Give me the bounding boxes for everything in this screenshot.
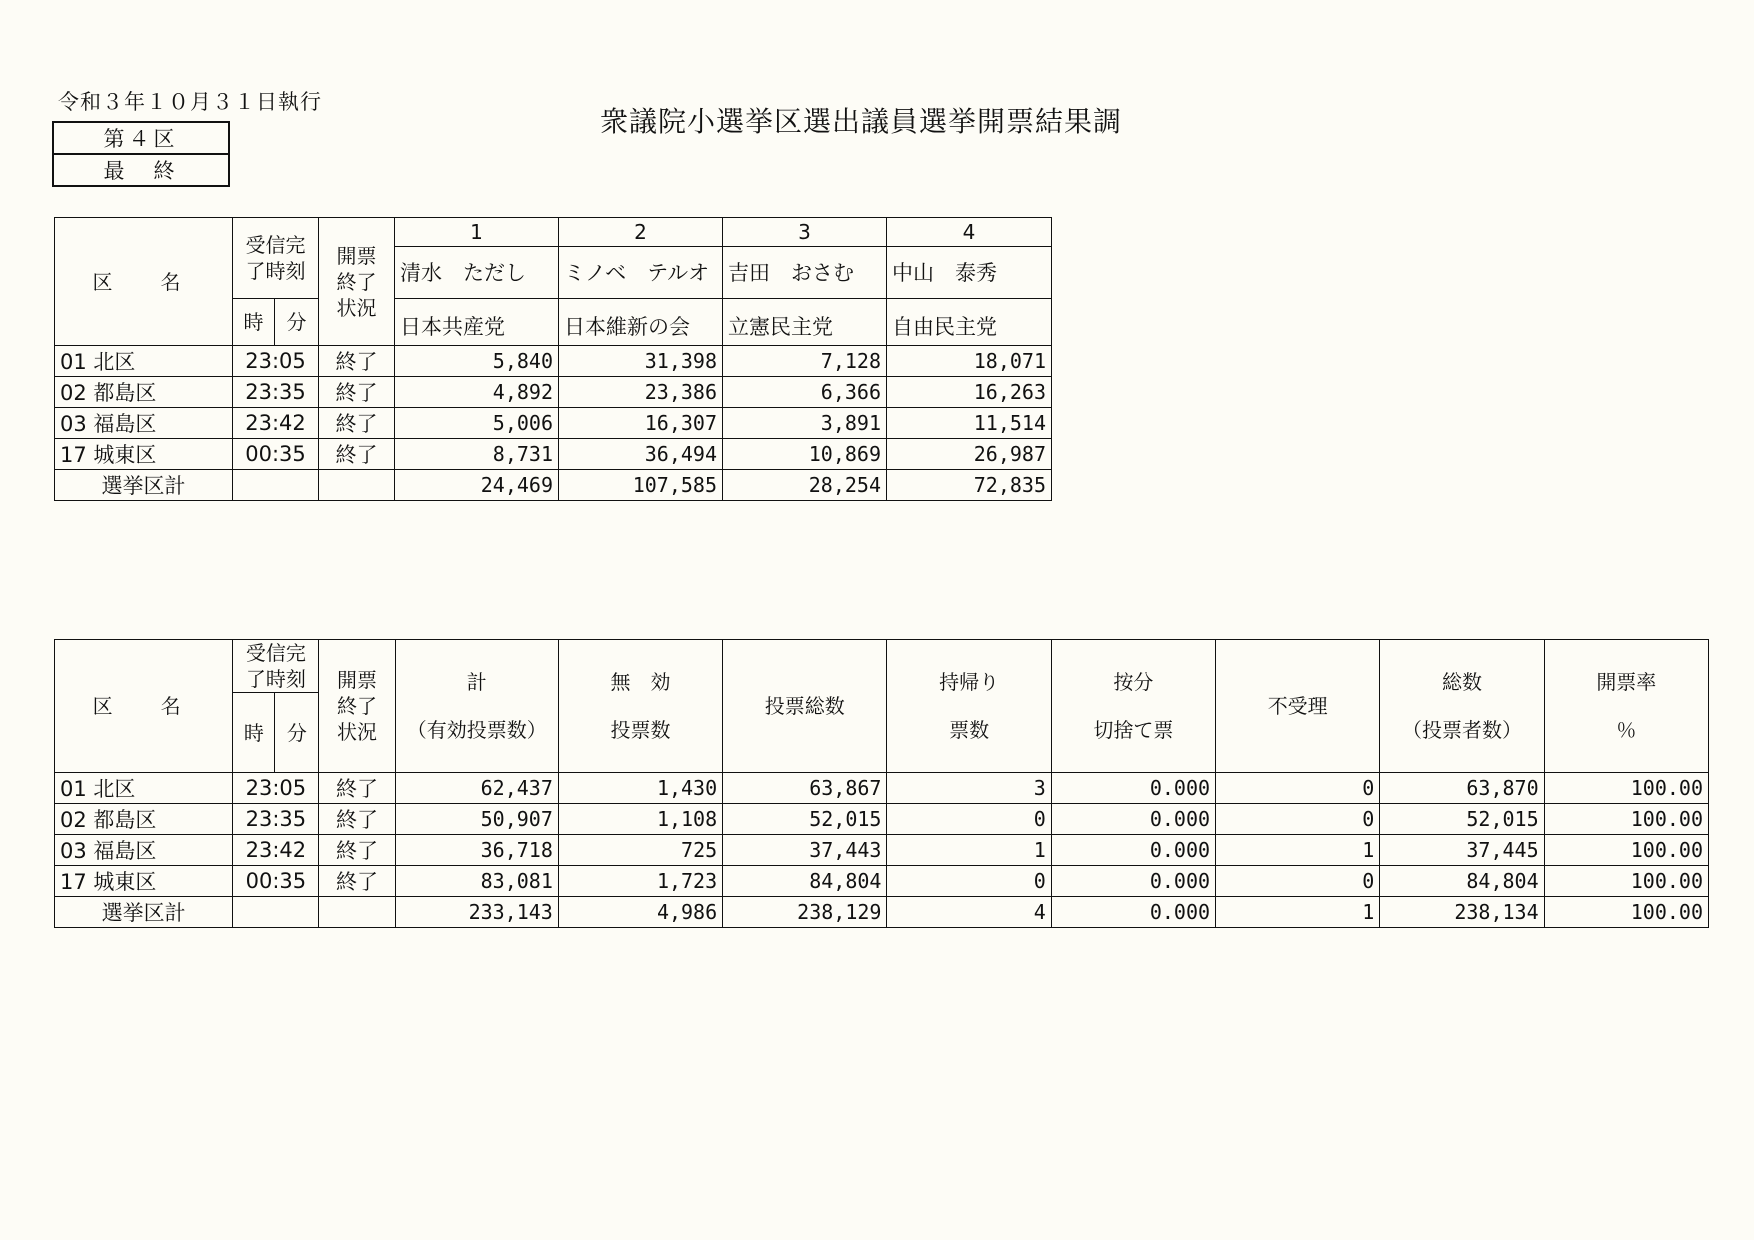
candidate-votes: 10,869 (723, 439, 887, 470)
candidate-votes: 4,892 (395, 377, 559, 408)
party-name: 日本維新の会 (559, 299, 723, 346)
empty-cell (233, 470, 319, 501)
candidate-votes: 16,263 (887, 377, 1052, 408)
area-name: 17 城東区 (55, 439, 233, 470)
table-row (55, 773, 1709, 804)
candidate-name: 中山 泰秀 (887, 247, 1052, 299)
prorate-cutoff: 0.000 (1051, 866, 1215, 897)
voter-count: 52,015 (1380, 804, 1544, 835)
total-label: 選挙区計 (55, 897, 233, 928)
invalid-votes: 1,430 (558, 773, 722, 804)
voter-count: 84,804 (1380, 866, 1544, 897)
candidate-votes: 5,006 (395, 408, 559, 439)
valid-votes: 83,081 (395, 866, 558, 897)
prorate-cutoff-total: 0.000 (1051, 897, 1215, 928)
received-time: 23:35 (233, 377, 319, 408)
voter-count-total: 238,134 (1380, 897, 1544, 928)
candidate-votes: 31,398 (559, 346, 723, 377)
rejected-header: 不受理 (1216, 640, 1380, 773)
candidate-votes-total: 72,835 (887, 470, 1052, 501)
takehome-votes-total: 4 (887, 897, 1051, 928)
count-rate: 100.00 (1544, 866, 1708, 897)
area-header: 区 名 (55, 640, 233, 773)
candidate-number: 2 (559, 218, 723, 247)
election-date: 令和３年１０月３１日執行 (58, 90, 322, 114)
hour-header: 時 (233, 299, 275, 346)
candidate-votes: 5,840 (395, 346, 559, 377)
count-rate-header: 開票率 ％ (1544, 640, 1708, 773)
valid-votes: 50,907 (395, 804, 558, 835)
table-row (55, 346, 1052, 377)
vote-totals-table (54, 639, 1709, 928)
candidate-votes: 6,366 (723, 377, 887, 408)
candidate-votes: 3,891 (723, 408, 887, 439)
count-status: 終了 (319, 804, 395, 835)
invalid-votes: 1,108 (558, 804, 722, 835)
count-status: 終了 (319, 835, 395, 866)
total-votes-header: 投票総数 (723, 640, 887, 773)
count-status: 終了 (319, 773, 395, 804)
area-name: 01 北区 (55, 346, 233, 377)
count-rate: 100.00 (1544, 804, 1708, 835)
takehome-votes-header: 持帰り 票数 (887, 640, 1051, 773)
total-votes: 84,804 (723, 866, 887, 897)
district-box (52, 121, 230, 187)
prorate-cutoff: 0.000 (1051, 835, 1215, 866)
area-name: 17 城東区 (55, 866, 233, 897)
takehome-votes: 0 (887, 866, 1051, 897)
rejected-votes: 0 (1216, 804, 1380, 835)
invalid-votes: 725 (558, 835, 722, 866)
prorate-cutoff-header: 按分 切捨て票 (1051, 640, 1215, 773)
empty-cell (233, 897, 319, 928)
received-time: 23:42 (233, 835, 319, 866)
total-votes: 37,443 (723, 835, 887, 866)
valid-votes: 36,718 (395, 835, 558, 866)
rejected-votes-total: 1 (1216, 897, 1380, 928)
candidate-number: 3 (723, 218, 887, 247)
received-time: 23:05 (233, 346, 319, 377)
page-title: 衆議院小選挙区選出議員選挙開票結果調 (600, 105, 1123, 138)
candidate-votes-total: 28,254 (723, 470, 887, 501)
received-time: 00:35 (233, 439, 319, 470)
valid-votes-header: 計 （有効投票数） (395, 640, 558, 773)
table-row (55, 804, 1709, 835)
takehome-votes: 3 (887, 773, 1051, 804)
candidate-votes: 26,987 (887, 439, 1052, 470)
candidate-name: 吉田 おさむ (723, 247, 887, 299)
party-name: 日本共産党 (395, 299, 559, 346)
candidate-votes-total: 24,469 (395, 470, 559, 501)
total-votes: 63,867 (723, 773, 887, 804)
area-header: 区 名 (55, 218, 233, 346)
table-row (55, 408, 1052, 439)
candidate-votes-total: 107,585 (559, 470, 723, 501)
candidate-votes: 11,514 (887, 408, 1052, 439)
received-time: 23:42 (233, 408, 319, 439)
candidate-number: 1 (395, 218, 559, 247)
takehome-votes: 0 (887, 804, 1051, 835)
prorate-cutoff: 0.000 (1051, 804, 1215, 835)
candidate-votes: 18,071 (887, 346, 1052, 377)
candidate-votes: 36,494 (559, 439, 723, 470)
status-header: 開票終了状況 (319, 218, 395, 346)
count-status: 終了 (319, 439, 395, 470)
hour-header: 時 (233, 693, 275, 773)
total-votes: 52,015 (723, 804, 887, 835)
status-header: 開票終了状況 (319, 640, 395, 773)
count-status: 終了 (319, 408, 395, 439)
rejected-votes: 1 (1216, 835, 1380, 866)
area-name: 03 福島区 (55, 835, 233, 866)
count-rate: 100.00 (1544, 835, 1708, 866)
district-label: 第４区 (53, 122, 229, 154)
voter-count: 63,870 (1380, 773, 1544, 804)
table-row (55, 439, 1052, 470)
empty-cell (319, 470, 395, 501)
area-name: 02 都島区 (55, 377, 233, 408)
received-time: 23:05 (233, 773, 319, 804)
invalid-votes: 1,723 (558, 866, 722, 897)
candidate-votes: 23,386 (559, 377, 723, 408)
table-row (55, 835, 1709, 866)
minute-header: 分 (275, 693, 319, 773)
party-name: 自由民主党 (887, 299, 1052, 346)
valid-votes-total: 233,143 (395, 897, 558, 928)
received-time: 00:35 (233, 866, 319, 897)
prorate-cutoff: 0.000 (1051, 773, 1215, 804)
invalid-votes-total: 4,986 (558, 897, 722, 928)
invalid-votes-header: 無 効 投票数 (558, 640, 722, 773)
area-name: 01 北区 (55, 773, 233, 804)
count-rate-total: 100.00 (1544, 897, 1708, 928)
count-status: 終了 (319, 346, 395, 377)
takehome-votes: 1 (887, 835, 1051, 866)
rejected-votes: 0 (1216, 773, 1380, 804)
table-row (55, 377, 1052, 408)
area-name: 03 福島区 (55, 408, 233, 439)
count-status: 終了 (319, 866, 395, 897)
received-time-header: 受信完了時刻 (233, 218, 319, 299)
party-name: 立憲民主党 (723, 299, 887, 346)
voter-count: 37,445 (1380, 835, 1544, 866)
count-status: 終了 (319, 377, 395, 408)
valid-votes: 62,437 (395, 773, 558, 804)
candidate-votes: 16,307 (559, 408, 723, 439)
candidate-name: 清水 ただし (395, 247, 559, 299)
total-row (55, 470, 1052, 501)
candidate-votes: 8,731 (395, 439, 559, 470)
count-rate: 100.00 (1544, 773, 1708, 804)
area-name: 02 都島区 (55, 804, 233, 835)
candidate-votes-table (54, 217, 1052, 501)
table-row (55, 866, 1709, 897)
candidate-name: ミノベ テルオ (559, 247, 723, 299)
rejected-votes: 0 (1216, 866, 1380, 897)
empty-cell (319, 897, 395, 928)
received-time: 23:35 (233, 804, 319, 835)
total-label: 選挙区計 (55, 470, 233, 501)
minute-header: 分 (275, 299, 319, 346)
total-row (55, 897, 1709, 928)
candidate-votes: 7,128 (723, 346, 887, 377)
received-time-header: 受信完了時刻 (233, 640, 319, 693)
voter-count-header: 総数 （投票者数） (1380, 640, 1544, 773)
count-status-label: 最 終 (53, 154, 229, 186)
total-votes-total: 238,129 (723, 897, 887, 928)
candidate-number: 4 (887, 218, 1052, 247)
